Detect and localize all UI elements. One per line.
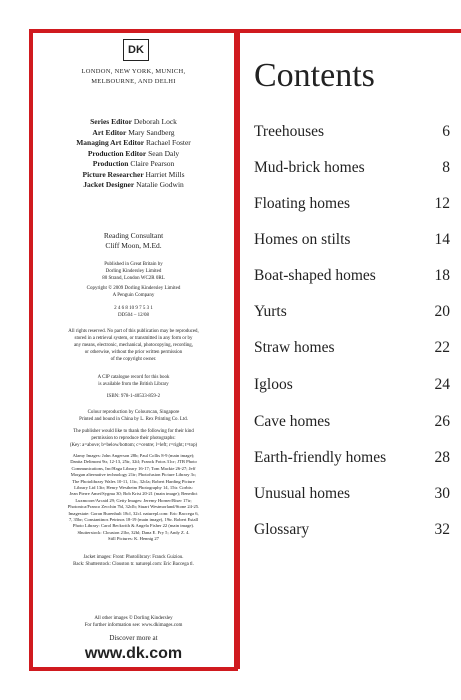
credit-row: Jacket Designer Natalie Godwin xyxy=(83,180,184,189)
toc-item[interactable]: Straw homes 22 xyxy=(254,339,450,356)
toc-item[interactable]: Yurts 20 xyxy=(254,303,450,320)
toc-item[interactable]: Cave homes 26 xyxy=(254,413,450,430)
credit-row: Managing Art Editor Rachael Foster xyxy=(76,138,191,147)
reading-consultant: Reading Consultant Cliff Moon, M.Ed. xyxy=(103,231,164,250)
isbn: ISBN: 978-1-40533-859-2 xyxy=(106,394,161,399)
credit-row: Series Editor Deborah Lock xyxy=(90,117,177,126)
discover-text: Discover more at xyxy=(109,634,158,642)
toc-item[interactable]: Mud-brick homes 8 xyxy=(254,159,450,176)
publisher-info: Published in Great Britain by Dorling Kindersley Limited 80 Strand, London WC2R 0RL xyxy=(102,262,165,281)
toc-item[interactable]: Earth-friendly homes 28 xyxy=(254,449,450,466)
credit-row: Production Claire Pearson xyxy=(92,159,175,168)
staff-credits xyxy=(37,117,230,191)
toc-item[interactable]: Glossary 32 xyxy=(254,521,450,538)
cip-record: A CIP catalogue record for this book is available from the British Library xyxy=(97,375,170,387)
credit-row: Picture Researcher Harriet Mills xyxy=(82,169,185,179)
photo-thanks: The publisher would like to thank the following for their kind permission to reproduce their photographs: (Key: a=above; b=below/bottom; c=centre; l=left; r=right; t=top) xyxy=(69,429,198,448)
red-top-rule xyxy=(236,29,461,33)
toc-item[interactable]: Treehouses 6 xyxy=(254,123,450,140)
copyright-page xyxy=(29,29,238,671)
toc-item[interactable]: Floating homes 12 xyxy=(254,195,450,212)
contents-page xyxy=(254,56,454,656)
jacket-credits: Jacket images: Front: Photolibrary: Franck Guiziou. Back: Shutterstock: Clouston tr. naturepl.com: Eric Baccega tl. xyxy=(73,555,194,567)
print-codes: 2 4 6 8 10 9 7 5 3 1 DD504 – 12/08 xyxy=(114,306,153,318)
dk-logo: DK xyxy=(123,39,149,61)
other-images-note: All other images © Dorling Kindersley For further information see: www.dkimages.com xyxy=(84,616,183,628)
page-title: Contents xyxy=(254,57,375,94)
copyright-notice: Copyright © 2009 Dorling Kindersley Limited A Penguin Company xyxy=(86,286,181,298)
credit-row: Art Editor Mary Sandberg xyxy=(92,127,175,137)
cities: LONDON, NEW YORK, MUNICH, MELBOURNE, AND DELHI xyxy=(81,68,186,85)
toc-item[interactable]: Igloos 24 xyxy=(254,376,450,393)
toc-list xyxy=(254,96,454,656)
image-credits: Alamy Images: John Angerson 28b; Paul Collis 8-9 (main image); Danita Delimont 9tr, 12-13, 25tr, 32tl; Franck Fotos 31cr; JTB Photo Communications, Inc/Haga Library 16-17; Tom Mackie 26-27; Jeff Morgan alternative technology 21tr; Photofusion Picture Library 3c; The Photolibrary Wales 10-11, 11tc, 32cla; Robert Harding Picture Library Ltd 13tr; Henry Westheim Photography 14, 15tr. Corbis: Jean Pierre Amet/Sygma 30; Bob Krist 20-21 (main image); Benedict Luxmoore/Arcaid 29; Getty Images: Jeremy Horner/Riser 17tr; Photonica/Franco Zecchin 7bl, 32clb; Stuart Westmorland/Stone 24-25. Imagestate: Goran Burenhult 18cl, 32cl. naturepl.com: Eric Baccega 6, 7, 35br; Constantinos Petrinos 18-19 (main image), 19tr. Robert Estall Photo Library: Carol Beckwith & Angela Fisher 22 (main image). Shutterstock: Clouston 21br, 32bl; Dana E. Fry 5; Andy Z. 4. Still Pictures: K. Hennig 27 xyxy=(67,453,200,542)
toc-item[interactable]: Homes on stilts 14 xyxy=(254,231,450,248)
toc-item[interactable]: Unusual homes 30 xyxy=(254,485,450,502)
rights-statement: All rights reserved. No part of this publication may be reproduced, stored in a retrieval system, or transmitted in any form or by any means, electronic, mechanical, photocopying, recording, or otherwise, without the prior written permission of the copyright owner. xyxy=(68,329,199,362)
credit-row: Production Editor Sean Daly xyxy=(87,148,180,158)
toc-item[interactable]: Boat-shaped homes 18 xyxy=(254,267,450,284)
colour-reproduction: Colour reproduction by Colourscan, Singapore Printed and bound in China by L. Rex Printing Co. Ltd. xyxy=(79,410,188,422)
website-link[interactable]: www.dk.com xyxy=(84,645,183,662)
